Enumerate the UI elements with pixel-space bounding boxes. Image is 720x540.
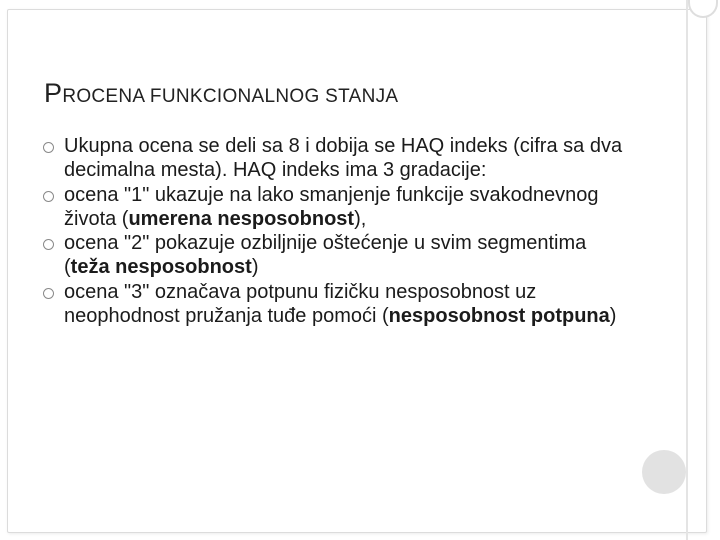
decorative-vertical-line xyxy=(686,0,688,540)
hollow-circle-bullet-icon xyxy=(43,288,54,299)
bullet-bold-term: umerena nesposobnost xyxy=(128,207,355,230)
title-rest: ROCENA FUNKCIONALNOG STANJA xyxy=(62,86,399,107)
hollow-circle-bullet-icon xyxy=(43,142,54,153)
bullet-text: ) xyxy=(609,305,617,328)
bullet-item xyxy=(46,231,636,280)
hollow-circle-bullet-icon xyxy=(43,191,54,202)
slide-title xyxy=(44,78,398,109)
bullet-bold-term: nesposobnost potpuna xyxy=(388,305,610,328)
bullet-text: ocena "3" označava potpunu fizičku nesposobnost uz neophodnost pružanja tuđe pomoći ( xyxy=(64,280,537,328)
bullet-bold-term: teža nesposobnost xyxy=(70,256,252,279)
bullet-item xyxy=(46,280,636,329)
bullet-text: ) xyxy=(251,256,259,279)
bullet-item xyxy=(46,183,636,232)
bullet-text: ocena "1" ukazuje na lako smanjenje funkcije svakodnevnog života ( xyxy=(64,183,599,230)
bullet-item xyxy=(46,134,636,183)
bullet-text: Ukupna ocena se deli sa 8 i dobija se HAQ indeks (cifra sa dva decimalna mesta). HAQ indeks ima 3 gradacije: xyxy=(64,135,623,182)
title-initial: P xyxy=(44,78,63,108)
bullet-text: ocena "2" pokazuje ozbiljnije oštećenje u svim segmentima ( xyxy=(64,232,587,279)
bullet-list xyxy=(46,134,636,328)
hollow-circle-bullet-icon xyxy=(43,239,54,250)
decorative-circle-bottom xyxy=(642,450,686,494)
bullet-text: ), xyxy=(354,207,367,230)
